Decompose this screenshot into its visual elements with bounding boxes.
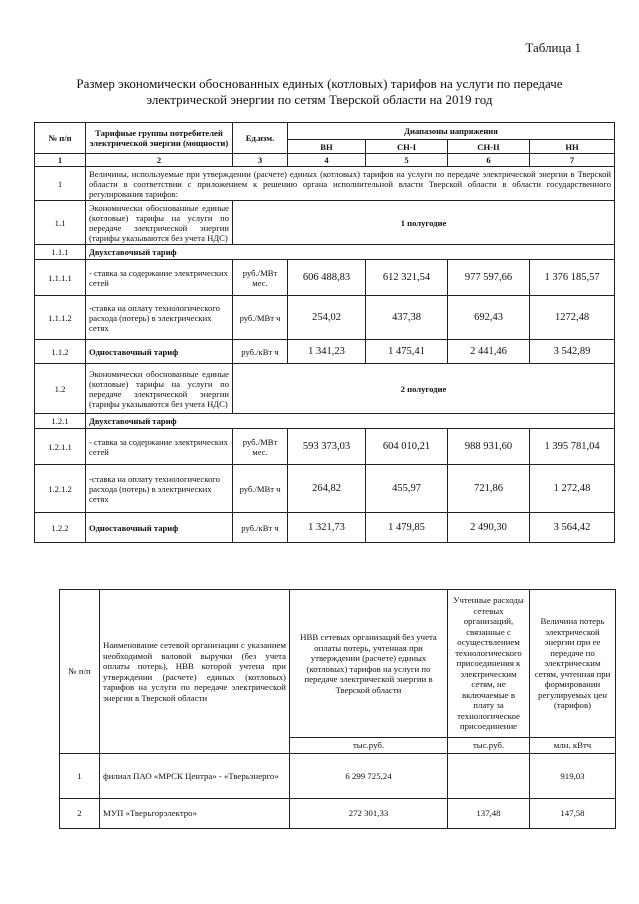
value-sn1: 1 475,41 xyxy=(366,340,448,364)
table-row xyxy=(35,340,615,364)
value-sn2: 2 490,30 xyxy=(448,513,530,543)
col-number: 1 xyxy=(35,154,86,167)
col-number: 6 xyxy=(448,154,530,167)
table-row xyxy=(35,201,615,245)
table-row xyxy=(35,364,615,414)
row-num: 1 xyxy=(35,167,86,201)
row-unit: руб./МВт мес. xyxy=(233,429,288,465)
org-nvv: 6 299 725,24 xyxy=(290,754,448,799)
row-num: 1.2.1 xyxy=(35,414,86,429)
table-row xyxy=(35,167,615,201)
header-num: № п/п xyxy=(60,590,100,754)
row-num: 1.2 xyxy=(35,364,86,414)
header-vn: ВН xyxy=(288,140,366,154)
row-text: Экономически обоснованные единые (котловые) тарифы на услуги по передаче электрической энергии (тарифы указываются без учета НДС) xyxy=(86,364,233,414)
row-num: 2 xyxy=(60,799,100,829)
table-row xyxy=(35,296,615,340)
row-num: 1.1.1.2 xyxy=(35,296,86,340)
table-row xyxy=(60,799,616,829)
col-number: 2 xyxy=(86,154,233,167)
row-text: Одноставочный тариф xyxy=(86,513,233,543)
header-nvv: НВВ сетевых организаций без учета оплаты потерь, учтенная при утверждении (расчете) единых (котловых) тарифов на услуги по передаче электрической энергии в Тверской области xyxy=(290,590,448,738)
table-row xyxy=(35,414,615,429)
value-vn: 264,82 xyxy=(288,465,366,513)
value-vn: 606 488,83 xyxy=(288,260,366,296)
org-losses: 919,03 xyxy=(530,754,616,799)
header-name: Наименование сетевой организации с указанием необходимой валовой выручки (без учета оплаты потерь), НВВ которой учтена при утверждении (расчете) единых (котловых) тарифов на услуги по передаче электрической энергии в Тверской области xyxy=(100,590,290,754)
row-text: Двухставочный тариф xyxy=(86,414,615,429)
value-nn: 3 542,89 xyxy=(530,340,615,364)
row-num: 1.1.2 xyxy=(35,340,86,364)
value-sn1: 437,38 xyxy=(366,296,448,340)
title-line-2: электрической энергии по сетям Тверской области на 2019 год xyxy=(146,92,493,107)
value-nn: 1 272,48 xyxy=(530,465,615,513)
row-text: - ставка за содержание электрических сетей xyxy=(86,429,233,465)
row-text: Одноставочный тариф xyxy=(86,340,233,364)
row-num: 1.1.1.1 xyxy=(35,260,86,296)
unit-losses: млн. кВтч xyxy=(530,738,616,754)
table-row xyxy=(35,513,615,543)
period-label: 1 полугодие xyxy=(233,201,615,245)
row-num: 1.1.1 xyxy=(35,245,86,260)
header-num: № п/п xyxy=(35,123,86,154)
value-sn2: 988 931,60 xyxy=(448,429,530,465)
org-losses: 147,58 xyxy=(530,799,616,829)
header-losses: Величина потерь электрической энергии при ее передаче по электрическим сетям, учтенная при формировании регулируемых цен (тарифов) xyxy=(530,590,616,738)
value-vn: 1 341,23 xyxy=(288,340,366,364)
header-sn1: СН-I xyxy=(366,140,448,154)
title-line-1: Размер экономически обоснованных единых (котловых) тарифов на услуги по передаче xyxy=(76,76,563,91)
row-text: -ставка на оплату технологического расхода (потерь) в электрических сетях xyxy=(86,296,233,340)
document-title xyxy=(0,76,639,108)
value-sn1: 604 010,21 xyxy=(366,429,448,465)
value-nn: 1 395 781,04 xyxy=(530,429,615,465)
row-unit: руб./кВт ч xyxy=(233,513,288,543)
value-sn2: 692,43 xyxy=(448,296,530,340)
row-num: 1 xyxy=(60,754,100,799)
value-sn1: 612 321,54 xyxy=(366,260,448,296)
row-text: -ставка на оплату технологического расхода (потерь) в электрических сетях xyxy=(86,465,233,513)
row-num: 1.2.2 xyxy=(35,513,86,543)
header-unit: Ед.изм. xyxy=(233,123,288,154)
col-number: 3 xyxy=(233,154,288,167)
row-text: - ставка за содержание электрических сетей xyxy=(86,260,233,296)
org-name: МУП «Тверьгорэлектро» xyxy=(100,799,290,829)
value-sn2: 977 597,66 xyxy=(448,260,530,296)
row-num: 1.1 xyxy=(35,201,86,245)
org-nvv: 272 301,33 xyxy=(290,799,448,829)
org-costs xyxy=(448,754,530,799)
row-text: Двухставочный тариф xyxy=(86,245,615,260)
table-row xyxy=(35,245,615,260)
row-num: 1.2.1.2 xyxy=(35,465,86,513)
value-vn: 1 321,73 xyxy=(288,513,366,543)
col-number: 4 xyxy=(288,154,366,167)
table-label: Таблица 1 xyxy=(525,40,581,55)
value-sn2: 721,86 xyxy=(448,465,530,513)
header-ranges: Диапазоны напряжения xyxy=(288,123,615,140)
column-numbers-row xyxy=(35,154,615,167)
table-row xyxy=(35,465,615,513)
header-costs: Учтенные расходы сетевых организаций, связанные с осуществлением технологического присоединения к электрическим сетям, не включаемые в плату за технологическое присоединение xyxy=(448,590,530,738)
col-number: 5 xyxy=(366,154,448,167)
row-unit: руб./кВт ч xyxy=(233,340,288,364)
header-sn2: СН-II xyxy=(448,140,530,154)
value-vn: 254,02 xyxy=(288,296,366,340)
row-num: 1.2.1.1 xyxy=(35,429,86,465)
header-nn: НН xyxy=(530,140,615,154)
value-sn1: 455,97 xyxy=(366,465,448,513)
row-text: Экономически обоснованные единые (котловые) тарифы на услуги по передаче электрической энергии (тарифы указываются без учета НДС) xyxy=(86,201,233,245)
value-sn1: 1 479,85 xyxy=(366,513,448,543)
period-label: 2 полугодие xyxy=(233,364,615,414)
org-costs: 137,48 xyxy=(448,799,530,829)
table-row xyxy=(35,429,615,465)
value-vn: 593 373,03 xyxy=(288,429,366,465)
row-text: Величины, используемые при утверждении (расчете) единых (котловых) тарифов на услуги по передаче электрической энергии в Тверской области в соответствии с приложением к решению органа исполнительной власти Тверской области в области государственного регулирования тарифов: xyxy=(86,167,615,201)
row-unit: руб./МВт ч xyxy=(233,465,288,513)
network-organizations-table xyxy=(59,589,616,829)
value-nn: 1 376 185,57 xyxy=(530,260,615,296)
table-row xyxy=(35,260,615,296)
value-nn: 1272,48 xyxy=(530,296,615,340)
unit-costs: тыс.руб. xyxy=(448,738,530,754)
col-number: 7 xyxy=(530,154,615,167)
header-groups: Тарифные группы потребителей электрической энергии (мощности) xyxy=(86,123,233,154)
value-sn2: 2 441,46 xyxy=(448,340,530,364)
unit-nvv: тыс.руб. xyxy=(290,738,448,754)
row-unit: руб./МВт ч xyxy=(233,296,288,340)
table-row xyxy=(60,754,616,799)
row-unit: руб./МВт мес. xyxy=(233,260,288,296)
org-name: филиал ПАО «МРСК Центра» - «Тверьэнерго» xyxy=(100,754,290,799)
value-nn: 3 564,42 xyxy=(530,513,615,543)
tariffs-table xyxy=(34,122,615,543)
